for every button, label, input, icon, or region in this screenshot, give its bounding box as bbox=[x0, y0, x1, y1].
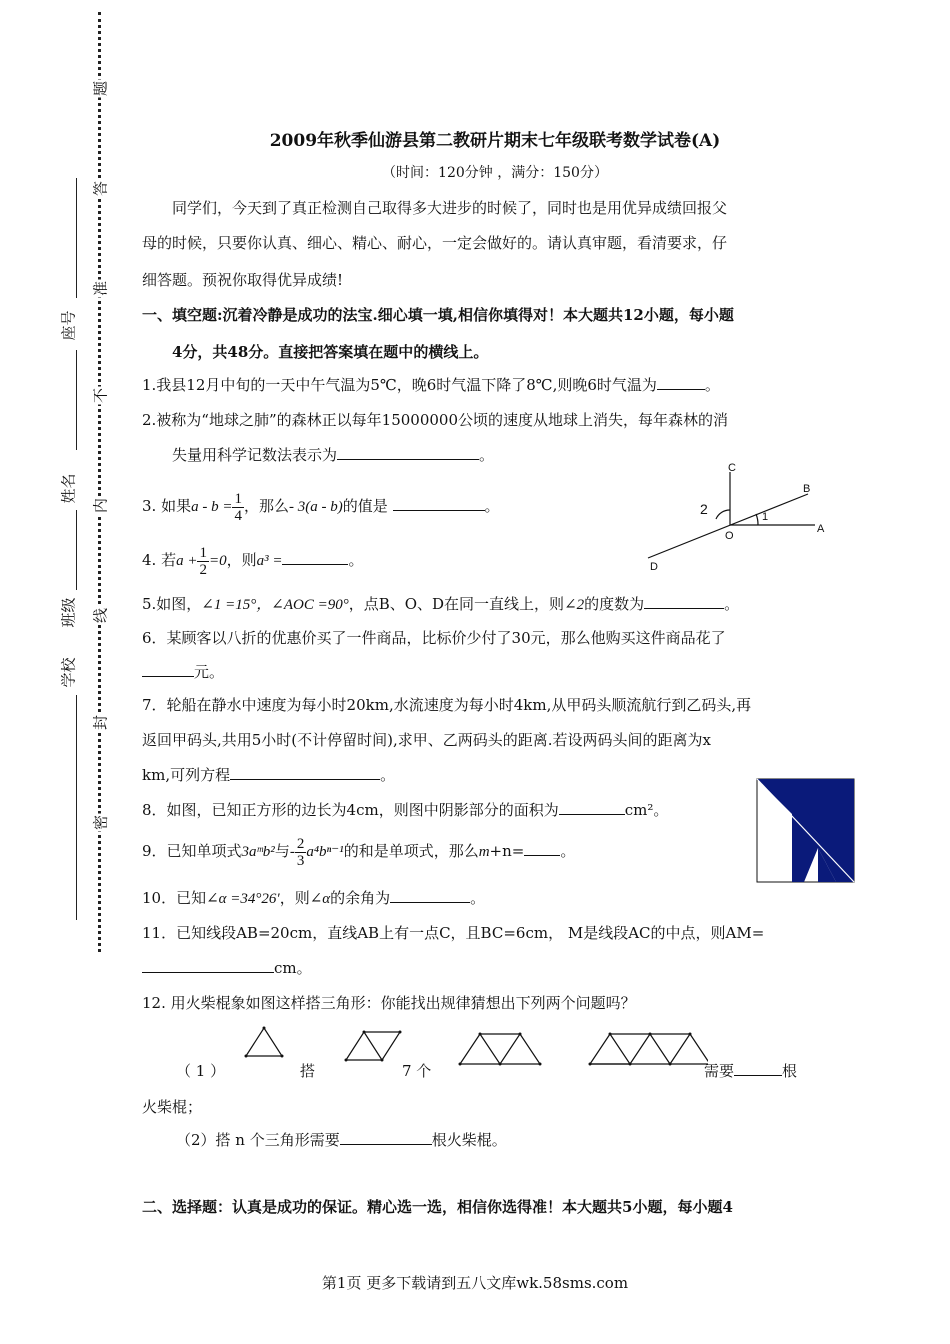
answer-blank[interactable] bbox=[142, 662, 194, 677]
triangle-1 bbox=[246, 1028, 282, 1056]
question-text: 与 bbox=[274, 842, 290, 860]
punct: 。 bbox=[560, 842, 576, 860]
line-bd bbox=[648, 494, 808, 558]
angle-1-arc bbox=[756, 514, 758, 525]
margin-field-seat: 座号 bbox=[59, 310, 78, 341]
punct: 。 bbox=[484, 497, 500, 515]
question-11: 11．已知线段AB=20cm，直线AB上有一点C，且BC=6cm， M是线段AC的中点，则AM= bbox=[142, 924, 765, 942]
numerator: 1 bbox=[199, 544, 207, 561]
label-a: A bbox=[817, 523, 825, 535]
question-text: ，那么 bbox=[243, 497, 289, 515]
unit: cm。 bbox=[274, 959, 312, 977]
denominator: 3 bbox=[296, 852, 305, 869]
question-text: ，则 bbox=[279, 889, 310, 907]
question-text: 根火柴棍。 bbox=[431, 1131, 507, 1149]
fraction bbox=[197, 545, 209, 578]
answer-blank[interactable] bbox=[282, 550, 348, 565]
margin-field-name: 姓名 bbox=[59, 473, 78, 504]
page-footer: 第1页 更多下载请到五八文库wk.58sms.com bbox=[321, 1274, 629, 1292]
matchstick-triangles-figure bbox=[238, 1022, 708, 1072]
section-heading: 二、选择题：认真是成功的保证。精心选一选，相信你选得准！本大题共5小题，每小题4 bbox=[142, 1198, 733, 1216]
margin-field-line bbox=[76, 510, 77, 590]
question-12: 12. 用火柴棍象如图这样搭三角形：你能找出规律猜想出下列两个问题吗？ bbox=[142, 994, 636, 1012]
punct: 。 bbox=[724, 595, 740, 613]
answer-blank[interactable] bbox=[559, 800, 625, 815]
angle-figure bbox=[640, 462, 840, 572]
question-9: 9．已知单项式3aᵐb²与- $\frac{2}{3}$ a⁴bⁿ⁻¹的和是单项式，那么m+n= 。 bbox=[142, 835, 576, 869]
punct: 。 bbox=[380, 766, 396, 784]
answer-blank[interactable] bbox=[393, 496, 485, 511]
margin-char: 不 bbox=[91, 388, 110, 404]
margin-char: 线 bbox=[91, 608, 110, 624]
denominator: 4 bbox=[234, 507, 242, 524]
label-angle-1: 1 bbox=[762, 511, 769, 523]
answer-blank[interactable] bbox=[142, 958, 274, 973]
question-text: 5.如图， bbox=[142, 595, 202, 613]
label-c: C bbox=[728, 462, 736, 474]
numerator: 1 bbox=[234, 490, 242, 507]
section-heading-cont: 4分，共48分。直接把答案填在题中的横线上。 bbox=[172, 343, 489, 361]
answer-blank[interactable] bbox=[390, 888, 470, 903]
question-text: 失量用科学记数法表示为 bbox=[172, 446, 338, 464]
unit: cm²。 bbox=[624, 801, 669, 819]
question-6: 6．某顾客以八折的优惠价买了一件商品，比标价少付了30元，那么他购买这件商品花了 bbox=[142, 629, 726, 647]
question-text: 的余角为 bbox=[330, 889, 391, 907]
fraction bbox=[295, 836, 307, 869]
question-6-cont bbox=[142, 662, 812, 682]
question-text: 3. 如果 bbox=[142, 497, 192, 515]
question-10 bbox=[142, 888, 812, 909]
answer-blank[interactable] bbox=[340, 1130, 432, 1145]
math-expr: a - b = bbox=[191, 499, 233, 515]
math-expr: ∠2 bbox=[564, 597, 585, 613]
question-text: 9．已知单项式 bbox=[142, 842, 242, 860]
math-expr: ∠1 =15°，∠AOC =90° bbox=[201, 597, 349, 613]
question-text: km,可列方程 bbox=[142, 766, 231, 784]
angle-2-arc bbox=[716, 510, 730, 519]
question-7-cont: 返回甲码头,共用5小时(不计停留时间),求甲、乙两码头的距离.若设两码头间的距离为x bbox=[142, 731, 712, 749]
margin-field-line bbox=[76, 695, 77, 920]
question-text: +n= bbox=[489, 842, 525, 860]
dotted-fold-line bbox=[98, 12, 101, 952]
margin-field-line bbox=[76, 178, 77, 298]
page-title: 2009年秋季仙游县第二教研片期末七年级联考数学试卷(A) bbox=[269, 131, 721, 151]
margin-char: 密 bbox=[91, 815, 110, 831]
label-o: O bbox=[725, 530, 734, 542]
question-text: 8．如图，已知正方形的边长为4cm，则图中阴影部分的面积为 bbox=[142, 801, 559, 819]
answer-blank[interactable] bbox=[734, 1061, 782, 1076]
question-7-cont bbox=[142, 765, 812, 785]
math-expr: a³ = bbox=[256, 553, 283, 569]
question-7: 7．轮船在静水中速度为每小时20km,水流速度为每小时4km,从甲码头顺流航行到乙码头,再 bbox=[142, 696, 752, 714]
question-8 bbox=[142, 800, 812, 820]
intro-line: 母的时候，只要你认真、细心、精心、耐心，一定会做好的。请认真审题，看清要求，仔 bbox=[142, 234, 728, 252]
math-expr: a⁴bⁿ⁻¹ bbox=[306, 844, 344, 860]
math-expr: ∠α bbox=[309, 891, 331, 907]
question-text: 的度数为 bbox=[584, 595, 645, 613]
question-text: 根 bbox=[782, 1062, 798, 1080]
question-text: ，点B、O、D在同一直线上，则 bbox=[348, 595, 565, 613]
label-angle-2: 2 bbox=[700, 501, 708, 517]
margin-field-class: 班级 bbox=[59, 597, 78, 628]
answer-blank[interactable] bbox=[337, 445, 479, 460]
question-1 bbox=[142, 375, 812, 395]
answer-blank[interactable] bbox=[524, 841, 560, 856]
triangles-2 bbox=[346, 1032, 400, 1060]
shaded-square-figure bbox=[756, 778, 856, 884]
answer-blank[interactable] bbox=[230, 765, 380, 780]
punct: 。 bbox=[348, 551, 364, 569]
question-text: 需要 bbox=[704, 1062, 735, 1080]
q12-part1-text: 搭 bbox=[300, 1062, 316, 1080]
question-5 bbox=[142, 594, 812, 615]
math-expr: m bbox=[478, 844, 490, 860]
question-text: 的和是单项式，那么 bbox=[343, 842, 479, 860]
question-text: 10．已知 bbox=[142, 889, 207, 907]
triangles-3 bbox=[460, 1034, 540, 1064]
intro-line: 细答题。预祝你取得优异成绩! bbox=[142, 271, 344, 289]
question-12-part2 bbox=[176, 1130, 846, 1150]
answer-blank[interactable] bbox=[657, 375, 705, 390]
numerator: 2 bbox=[296, 835, 305, 852]
question-text: （2）搭 n 个三角形需要 bbox=[176, 1131, 340, 1149]
math-expr: 3aᵐb² bbox=[241, 844, 275, 860]
question-12-cont: 火柴棍； bbox=[142, 1098, 203, 1116]
answer-blank[interactable] bbox=[644, 594, 724, 609]
margin-char: 题 bbox=[91, 81, 110, 97]
margin-char: 答 bbox=[91, 181, 110, 197]
q12-part1-text: 7 个 bbox=[402, 1062, 432, 1080]
fraction bbox=[232, 491, 244, 524]
intro-line: 同学们，今天到了真正检测自己取得多大进步的时候了，同时也是用优异成绩回报父 bbox=[172, 199, 728, 217]
margin-field-school: 学校 bbox=[59, 657, 78, 688]
question-text: 1.我县12月中旬的一天中午气温为5℃，晚6时气温下降了8℃,则晚6时气温为 bbox=[142, 376, 657, 394]
margin-char: 封 bbox=[91, 715, 110, 731]
math-expr: - 3(a - b) bbox=[288, 499, 343, 515]
question-text: 元。 bbox=[194, 663, 225, 681]
punct: 。 bbox=[704, 376, 720, 394]
triangles-4 bbox=[590, 1034, 708, 1064]
match-heads bbox=[245, 1027, 692, 1066]
math-expr: a + bbox=[176, 553, 198, 569]
question-text: 4. 若 bbox=[142, 551, 177, 569]
margin-char: 准 bbox=[91, 281, 110, 297]
question-2: 2.被称为“地球之肺”的森林正以每年15000000公顷的速度从地球上消失，每年森林的消 bbox=[142, 411, 728, 429]
q12-part1-text bbox=[704, 1060, 797, 1081]
math-expr: =0 bbox=[208, 553, 227, 569]
exam-subtitle: （时间：120分钟 ，满分：150分） bbox=[382, 165, 608, 181]
label-b: B bbox=[803, 483, 811, 495]
label-n: D bbox=[650, 561, 658, 572]
q12-part1-label: （ 1 ） bbox=[176, 1062, 226, 1080]
denominator: 2 bbox=[199, 561, 207, 578]
margin-char: 内 bbox=[91, 498, 110, 514]
punct: 。 bbox=[479, 446, 495, 464]
punct: 。 bbox=[470, 889, 486, 907]
math-expr: ∠α =34°26′ bbox=[206, 891, 280, 907]
question-text: 的值是 bbox=[342, 497, 388, 515]
section-heading: 一、填空题:沉着冷静是成功的法宝.细心填一填,相信你填得对！本大题共12小题，每小题 bbox=[142, 306, 734, 324]
question-text: ，则 bbox=[226, 551, 257, 569]
question-11-cont bbox=[142, 958, 812, 978]
margin-field-line bbox=[76, 350, 77, 450]
